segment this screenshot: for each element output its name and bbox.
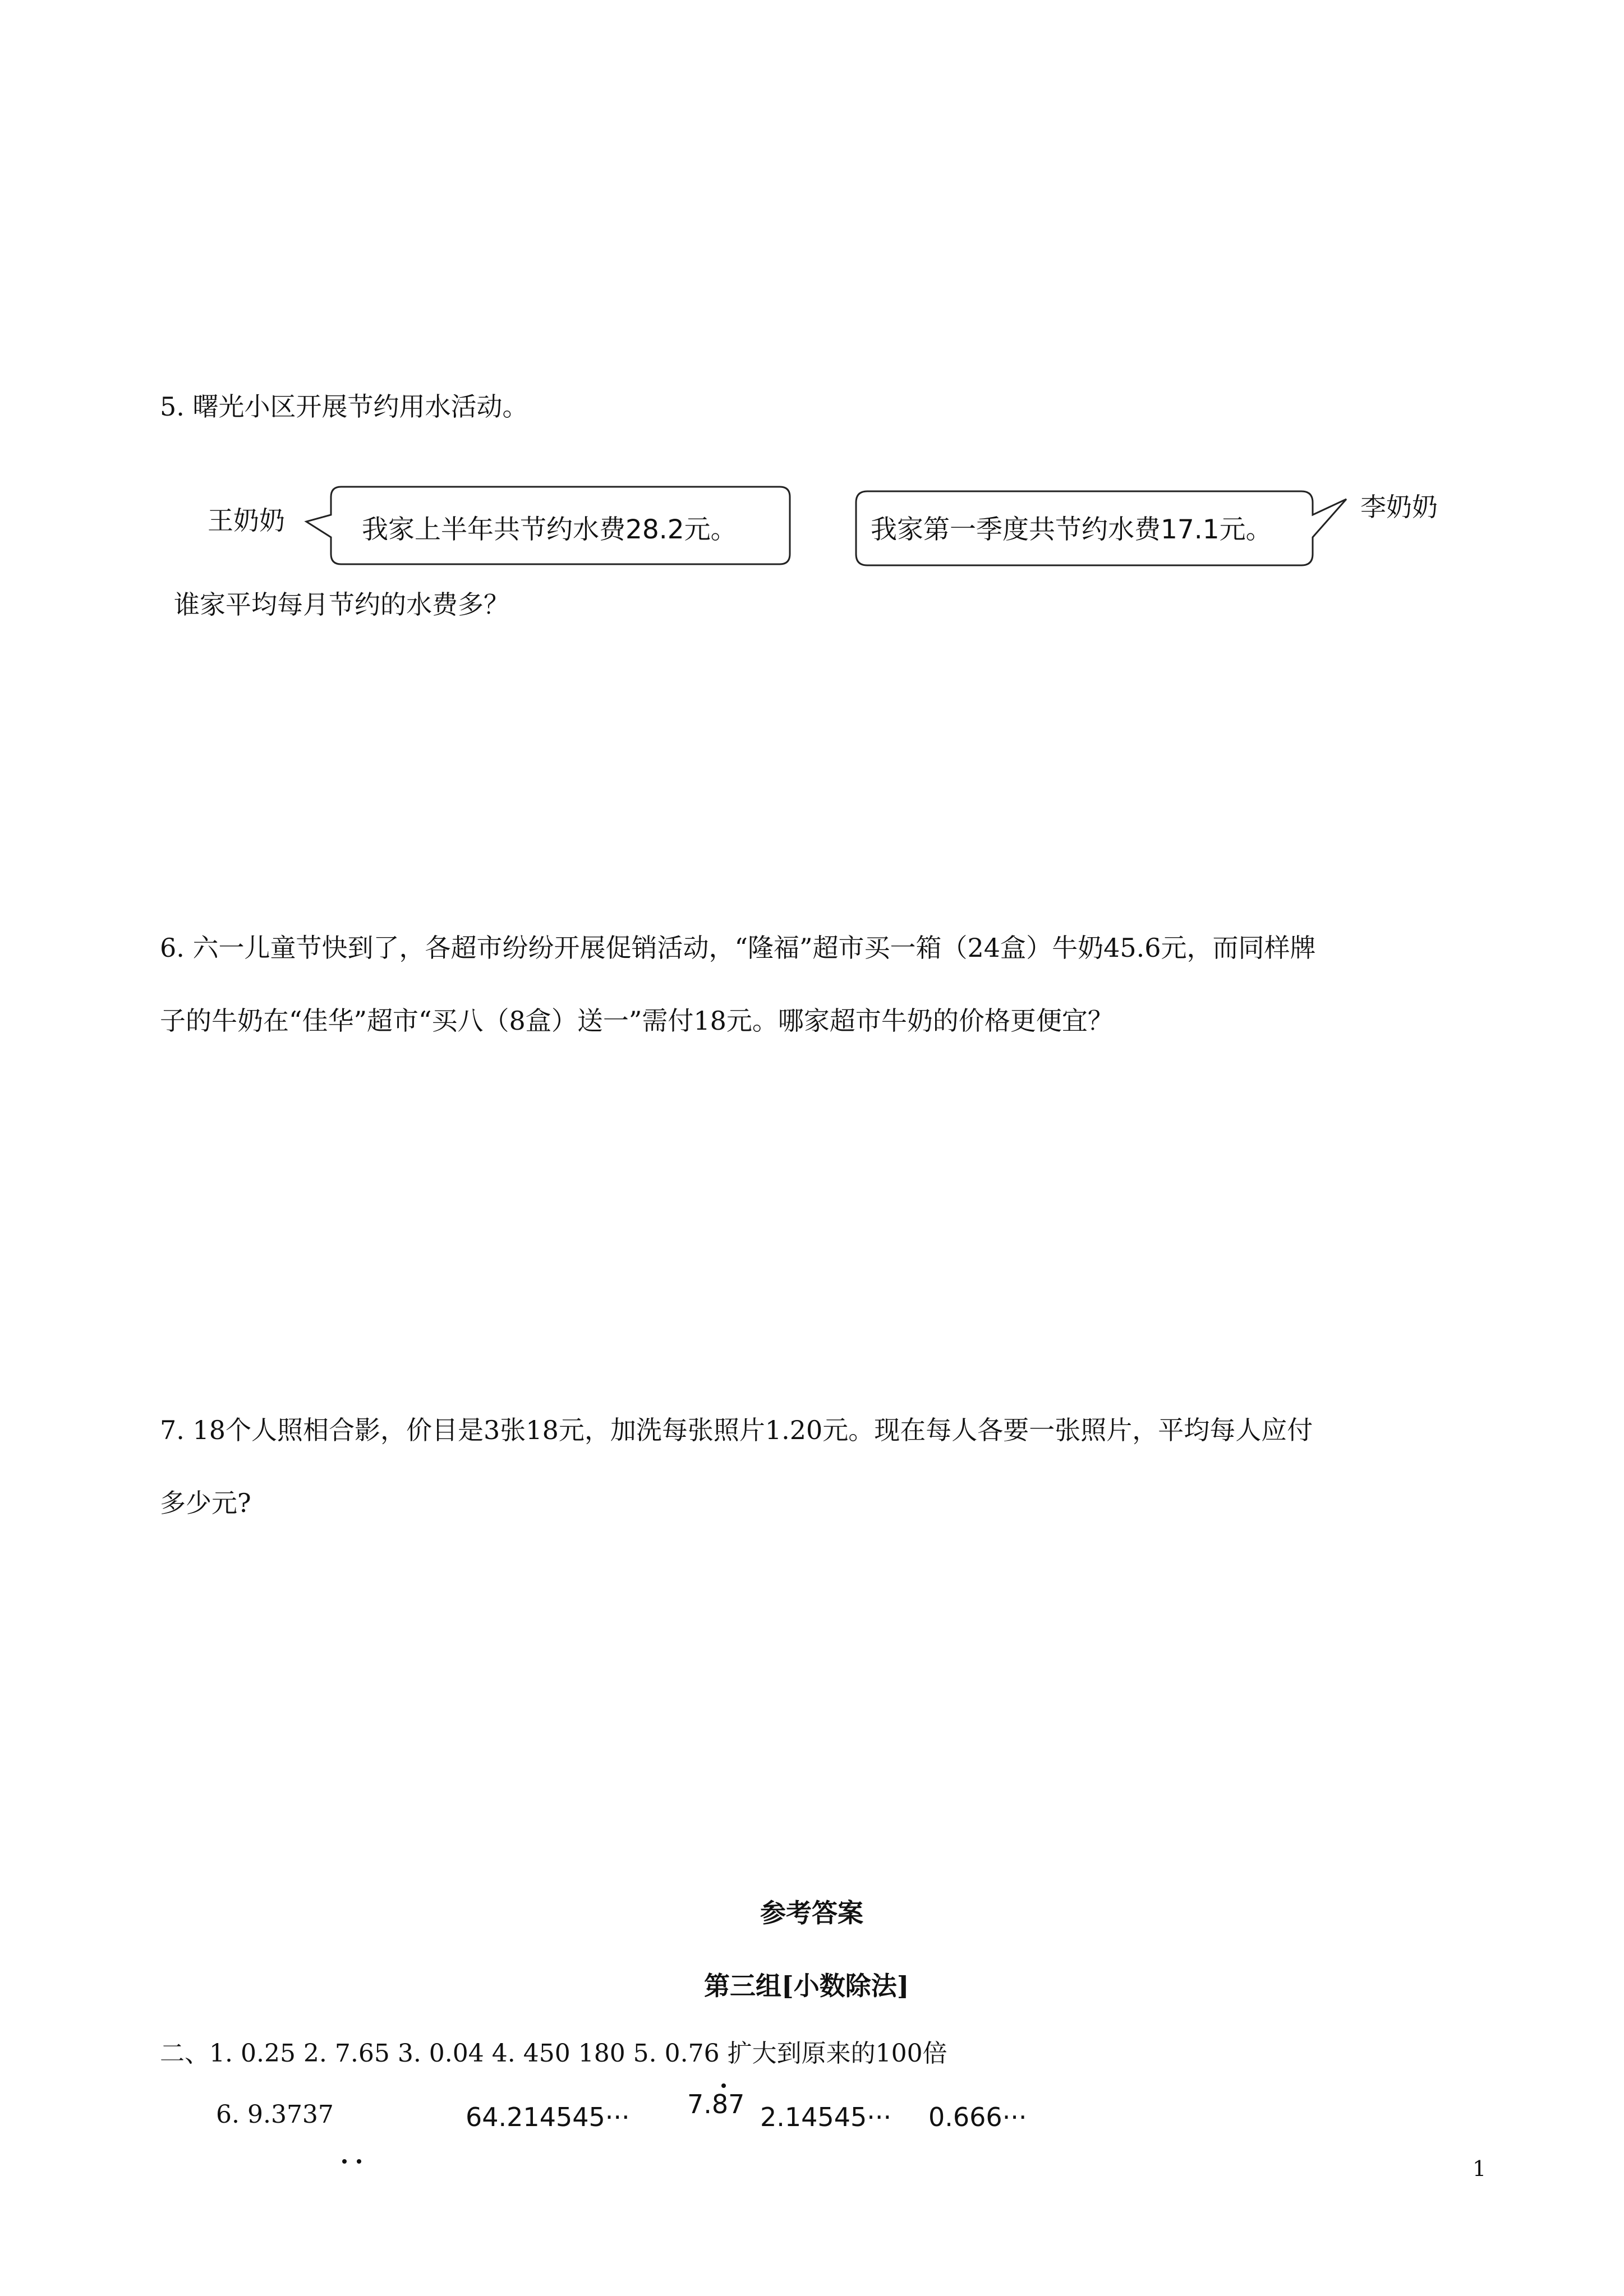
answer-6-value-b: 7.87 — [687, 2089, 745, 2119]
question-7-line1: 7. 18个人照相合影，价目是3张18元，加洗每张照片1.20元。现在每人各要一张照片，平均每人应付 — [160, 1415, 1313, 1445]
answer-6-value-c: 2.14545··· — [760, 2102, 892, 2132]
answer-6-number: 6. 9.3737 — [216, 2100, 334, 2129]
question-5-ask: 谁家平均每月节约的水费多？ — [174, 589, 509, 620]
bubble-right-text: 我家第一季度共节约水费17.1元。 — [871, 514, 1272, 545]
question-6-line2: 子的牛奶在“佳华”超市“买八（8盒）送一”需付18元。哪家超市牛奶的价格更便宜？ — [160, 1006, 1114, 1036]
answer-6-value-d: 0.666··· — [928, 2102, 1027, 2132]
bubble-left-text: 我家上半年共节约水费28.2元。 — [362, 514, 737, 545]
repeat-dots-mark — [337, 2154, 370, 2170]
answers-subtitle: 第三组[小数除法] — [704, 1971, 909, 2001]
speaker-li: 李奶奶 — [1360, 492, 1438, 522]
question-6-line1: 6. 六一儿童节快到了，各超市纷纷开展促销活动，“隆福”超市买一箱（24盒）牛奶45.6元，而同样牌 — [160, 933, 1316, 963]
speaker-wang: 王奶奶 — [208, 505, 285, 536]
repeat-dot-mark — [712, 2078, 735, 2095]
question-7-line2: 多少元? — [160, 1488, 251, 1518]
answers-line-1: 二、1. 0.25 2. 7.65 3. 0.04 4. 450 180 5. 0.76 扩大到原来的100倍 — [160, 2039, 947, 2068]
answers-title: 参考答案 — [760, 1898, 863, 1928]
page-number: 1 — [1473, 2156, 1487, 2181]
answer-6-value-a: 64.214545··· — [466, 2102, 630, 2132]
question-5-title: 5. 曙光小区开展节约用水活动。 — [160, 391, 528, 422]
